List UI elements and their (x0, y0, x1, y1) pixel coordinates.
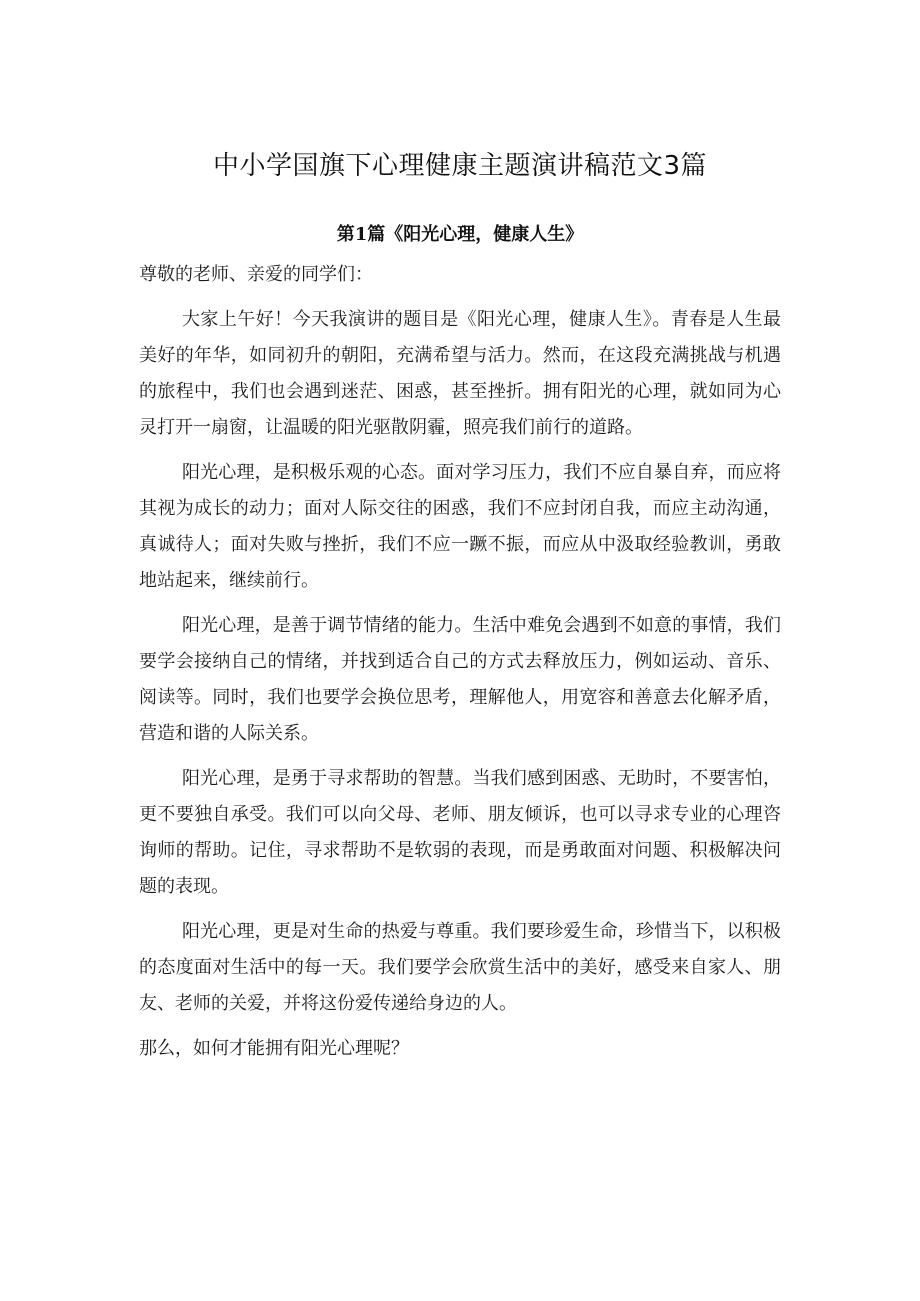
paragraph: 大家上午好！今天我演讲的题目是《阳光心理，健康人生》。青春是人生最美好的年华，如同初升的朝阳，充满希望与活力。然而，在这段充满挑战与机遇的旅程中，我们也会遇到迷茫、困惑，甚至挫折。拥有阳光的心理，就如同为心灵打开一扇窗，让温暖的阳光驱散阴霾，照亮我们前行的道路。 (139, 309, 781, 438)
paragraph: 阳光心理，更是对生命的热爱与尊重。我们要珍爱生命，珍惜当下，以积极的态度面对生活中的每一天。我们要学会欣赏生活中的美好，感受来自家人、朋友、老师的关爱，并将这份爱传递给身边的人。 (139, 921, 781, 1014)
salutation: 尊敬的老师、亲爱的同学们： (139, 264, 373, 285)
section-subtitle: 第1篇《阳光心理，健康人生》 (336, 224, 584, 245)
paragraph: 阳光心理，是勇于寻求帮助的智慧。当我们感到困惑、无助时，不要害怕，更不要独自承受。我们可以向父母、老师、朋友倾诉，也可以寻求专业的心理咨询师的帮助。记住，寻求帮助不是软弱的表现，而是勇敢面对问题、积极解决问题的表现。 (139, 768, 781, 897)
paragraph: 阳光心理，是善于调节情绪的能力。生活中难免会遇到不如意的事情，我们要学会接纳自己的情绪，并找到适合自己的方式去释放压力，例如运动、音乐、阅读等。同时，我们也要学会换位思考，理解他人，用宽容和善意去化解矛盾，营造和谐的人际关系。 (139, 615, 781, 744)
document-title: 中小学国旗下心理健康主题演讲稿范文3篇 (212, 151, 708, 181)
document-body (139, 257, 781, 1076)
paragraph: 阳光心理，是积极乐观的心态。面对学习压力，我们不应自暴自弃，而应将其视为成长的动力；面对人际交往的困惑，我们不应封闭自我，而应主动沟通，真诚待人；面对失败与挫折，我们不应一蹶不振，而应从中汲取经验教训，勇敢地站起来，继续前行。 (139, 462, 781, 591)
closing-question: 那么，如何才能拥有阳光心理呢？ (139, 1038, 409, 1059)
